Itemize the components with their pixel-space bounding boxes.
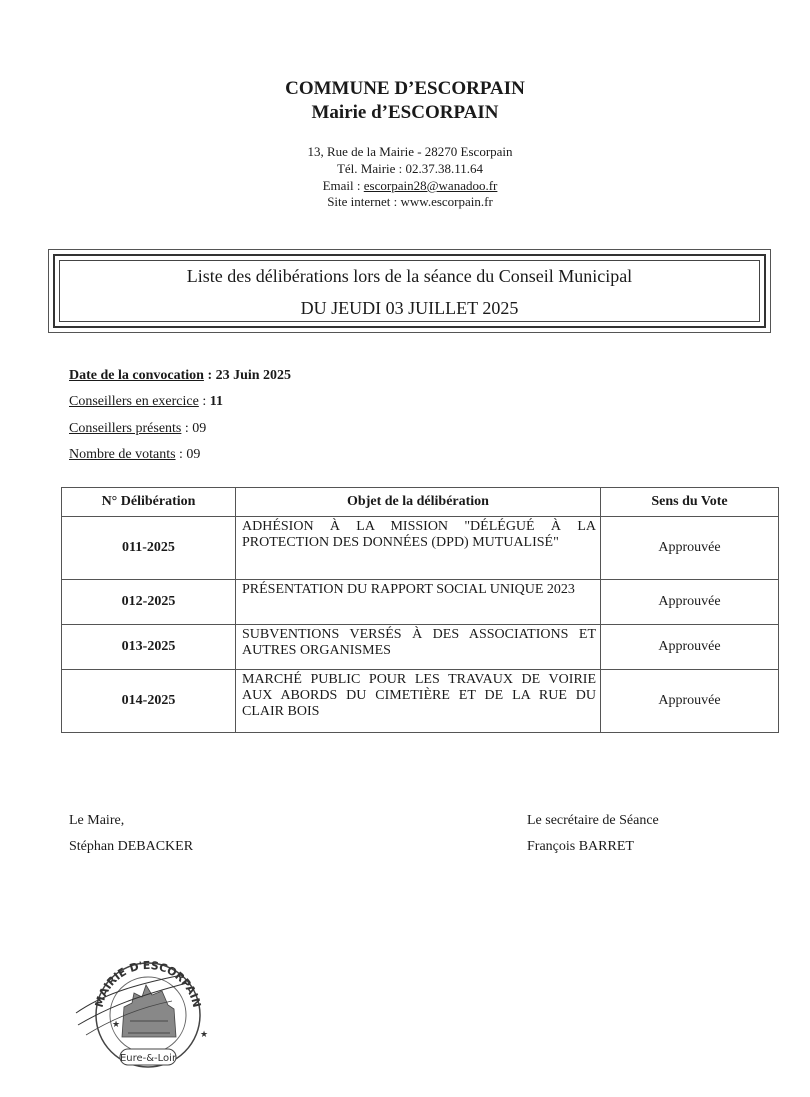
phone: Tél. Mairie : 02.37.38.11.64 <box>336 161 484 176</box>
votants-info <box>69 446 200 464</box>
table-row <box>62 625 779 670</box>
star-icon: ★ <box>112 1019 121 1029</box>
votants-label: Nombre de votants <box>69 447 176 462</box>
secretary-name: François BARRET <box>527 839 634 854</box>
deliberation-object-text: ADHÉSION À LA MISSION "DÉLÉGUÉ À LA PROTECTION DES DONNÉES (DPD) MUTUALISÉ" <box>242 519 596 550</box>
exercice-sep: : <box>198 394 210 409</box>
title-line-1: Liste des délibérations lors de la séance du Conseil Municipal <box>186 266 633 286</box>
presents-value: : 09 <box>181 421 207 436</box>
deliberation-number: 011-2025 <box>62 517 236 580</box>
presents-label: Conseillers présents <box>69 421 182 436</box>
table-row <box>62 517 779 580</box>
stamp-seal-icon <box>72 945 222 1075</box>
mairie-title: Mairie d’ESCORPAIN <box>311 102 499 123</box>
deliberation-object <box>236 580 601 625</box>
email-label: Email : <box>322 178 364 193</box>
deliberation-object-text: MARCHÉ PUBLIC POUR LES TRAVAUX DE VOIRIE AUX ABORDS DU CIMETIÈRE ET DE LA RUE DU CLAIR BOIS <box>242 672 596 719</box>
deliberations-table <box>61 487 779 733</box>
vote-result: Approuvée <box>601 580 779 625</box>
title-line-2: DU JEUDI 03 JUILLET 2025 <box>300 298 519 318</box>
presents-info <box>69 420 206 438</box>
secretary-title: Le secrétaire de Séance <box>527 813 659 828</box>
exercice-info <box>69 393 223 411</box>
deliberation-number: 012-2025 <box>62 580 236 625</box>
table-row <box>62 580 779 625</box>
header-num: N° Délibération <box>62 488 236 517</box>
votants-value: : 09 <box>175 447 201 462</box>
star-icon: ★ <box>200 1029 209 1039</box>
commune-title: COMMUNE D’ESCORPAIN <box>285 78 525 99</box>
deliberation-number: 013-2025 <box>62 625 236 670</box>
vote-result: Approuvée <box>601 625 779 670</box>
convocation-info <box>69 367 291 385</box>
header-vote: Sens du Vote <box>601 488 779 517</box>
deliberation-object-text: SUBVENTIONS VERSÉS À DES ASSOCIATIONS ET AUTRES ORGANISMES <box>242 627 596 658</box>
stamp-top-text: MAIRIE D'ESCORPAIN <box>92 958 204 1009</box>
exercice-value: 11 <box>209 394 223 409</box>
vote-result: Approuvée <box>601 517 779 580</box>
exercice-label: Conseillers en exercice <box>69 394 199 409</box>
email-link[interactable]: escorpain28@wanadoo.fr <box>363 178 498 193</box>
stamp-bottom-text: Eure-&-Loir <box>119 1053 177 1064</box>
address: 13, Rue de la Mairie - 28270 Escorpain <box>307 144 513 159</box>
deliberation-object <box>236 670 601 733</box>
deliberation-object <box>236 625 601 670</box>
deliberation-object-text: PRÉSENTATION DU RAPPORT SOCIAL UNIQUE 2023 <box>242 582 575 597</box>
website: Site internet : www.escorpain.fr <box>327 194 493 209</box>
table-header-row <box>62 488 779 517</box>
header-objet: Objet de la délibération <box>236 488 601 517</box>
mayor-title: Le Maire, <box>69 813 125 828</box>
email-line <box>0 177 810 194</box>
convocation-value: : 23 Juin 2025 <box>203 368 292 383</box>
deliberation-object <box>236 517 601 580</box>
official-stamp <box>72 945 222 1075</box>
convocation-label: Date de la convocation <box>69 368 204 383</box>
vote-result: Approuvée <box>601 670 779 733</box>
mayor-name: Stéphan DEBACKER <box>69 839 194 854</box>
table-row <box>62 670 779 733</box>
deliberation-number: 014-2025 <box>62 670 236 733</box>
